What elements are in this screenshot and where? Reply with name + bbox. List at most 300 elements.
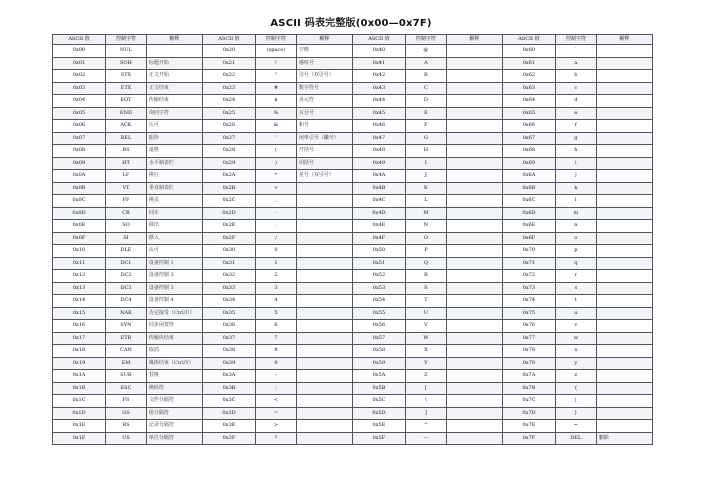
control-char-cell: x: [555, 345, 596, 358]
explanation-cell: [596, 345, 652, 358]
ascii-value-cell: 0x26: [202, 120, 255, 133]
explanation-cell: [596, 295, 652, 308]
explanation-cell: [446, 320, 502, 333]
table-row: [53, 432, 653, 445]
table-row: [53, 182, 653, 195]
control-char-cell: 9: [256, 357, 297, 370]
control-char-cell: FF: [106, 195, 147, 208]
explanation-cell: 传输结束: [146, 95, 202, 108]
explanation-cell: [596, 57, 652, 70]
explanation-cell: [296, 395, 352, 408]
ascii-value-cell: 0x6E: [502, 220, 555, 233]
table-body: [53, 45, 653, 445]
control-char-cell: %: [256, 107, 297, 120]
table-row: [53, 120, 653, 133]
explanation-cell: [446, 232, 502, 245]
ascii-value-cell: 0x45: [352, 107, 405, 120]
explanation-cell: 组分隔符: [146, 407, 202, 420]
ascii-value-cell: 0x51: [352, 257, 405, 270]
explanation-cell: [596, 370, 652, 383]
control-char-cell: W: [405, 332, 446, 345]
explanation-cell: 空格: [296, 45, 352, 58]
control-char-cell: SI: [106, 232, 147, 245]
explanation-cell: 设备控制 2: [146, 270, 202, 283]
ascii-value-cell: 0x62: [502, 70, 555, 83]
ascii-value-cell: 0x37: [202, 332, 255, 345]
explanation-cell: 感叹号: [296, 57, 352, 70]
control-char-cell: B: [405, 70, 446, 83]
control-char-cell: !: [256, 57, 297, 70]
ascii-value-cell: 0x74: [502, 295, 555, 308]
explanation-cell: [446, 257, 502, 270]
control-char-cell: DC1: [106, 257, 147, 270]
ascii-value-cell: 0x07: [53, 132, 106, 145]
explanation-cell: [446, 170, 502, 183]
explanation-cell: [446, 95, 502, 108]
table-row: [53, 270, 653, 283]
ascii-value-cell: 0x12: [53, 270, 106, 283]
explanation-cell: [446, 245, 502, 258]
ascii-value-cell: 0x3D: [202, 407, 255, 420]
explanation-cell: [596, 257, 652, 270]
explanation-cell: 单位分隔符: [146, 432, 202, 445]
explanation-cell: [446, 432, 502, 445]
explanation-cell: 闭括号: [296, 157, 352, 170]
control-char-cell: U: [405, 307, 446, 320]
explanation-cell: 设备控制 4: [146, 295, 202, 308]
control-char-cell: Q: [405, 257, 446, 270]
ascii-value-cell: 0x63: [502, 82, 555, 95]
table-row: [53, 132, 653, 145]
explanation-cell: 替换: [146, 370, 202, 383]
explanation-cell: [146, 45, 202, 58]
control-char-cell: +: [256, 182, 297, 195]
ascii-value-cell: 0x43: [352, 82, 405, 95]
explanation-cell: [596, 207, 652, 220]
explanation-cell: [446, 195, 502, 208]
explanation-cell: 美元符: [296, 95, 352, 108]
table-row: [53, 370, 653, 383]
ascii-value-cell: 0x4F: [352, 232, 405, 245]
ascii-value-cell: 0x67: [502, 132, 555, 145]
ascii-value-cell: 0x78: [502, 345, 555, 358]
explanation-cell: [596, 157, 652, 170]
column-header-explanation: 解释: [296, 35, 352, 45]
explanation-cell: 正文结束: [146, 82, 202, 95]
control-char-cell: }: [555, 407, 596, 420]
table-row: [53, 170, 653, 183]
explanation-cell: 振铃: [146, 132, 202, 145]
ascii-value-cell: 0x7B: [502, 382, 555, 395]
control-char-cell: 3: [256, 282, 297, 295]
control-char-cell: :: [256, 370, 297, 383]
table-row: [53, 320, 653, 333]
control-char-cell: V: [405, 320, 446, 333]
ascii-value-cell: 0x7F: [502, 432, 555, 445]
control-char-cell: u: [555, 307, 596, 320]
control-char-cell: ): [256, 157, 297, 170]
explanation-cell: [296, 345, 352, 358]
explanation-cell: [296, 370, 352, 383]
control-char-cell: $: [256, 95, 297, 108]
control-char-cell: BEL: [106, 132, 147, 145]
explanation-cell: 删除: [596, 432, 652, 445]
ascii-value-cell: 0x5C: [352, 395, 405, 408]
control-char-cell: y: [555, 357, 596, 370]
control-char-cell: DC3: [106, 282, 147, 295]
ascii-value-cell: 0x1D: [53, 407, 106, 420]
explanation-cell: [596, 120, 652, 133]
control-char-cell: DC4: [106, 295, 147, 308]
ascii-value-cell: 0x48: [352, 145, 405, 158]
explanation-cell: [296, 382, 352, 395]
control-char-cell: (space): [256, 45, 297, 58]
ascii-value-cell: 0x4C: [352, 195, 405, 208]
ascii-value-cell: 0x2B: [202, 182, 255, 195]
column-header-control-char: 控制字符: [555, 35, 596, 45]
explanation-cell: [596, 95, 652, 108]
control-char-cell: a: [555, 57, 596, 70]
explanation-cell: [596, 320, 652, 333]
explanation-cell: [296, 357, 352, 370]
control-char-cell: X: [405, 345, 446, 358]
control-char-cell: D: [405, 95, 446, 108]
control-char-cell: >: [256, 420, 297, 433]
control-char-cell: f: [555, 120, 596, 133]
ascii-value-cell: 0x53: [352, 282, 405, 295]
ascii-value-cell: 0x59: [352, 357, 405, 370]
explanation-cell: [296, 232, 352, 245]
control-char-cell: &: [256, 120, 297, 133]
explanation-cell: [596, 132, 652, 145]
ascii-value-cell: 0x33: [202, 282, 255, 295]
control-char-cell: ACK: [106, 120, 147, 133]
explanation-cell: [446, 382, 502, 395]
ascii-value-cell: 0x14: [53, 295, 106, 308]
control-char-cell: US: [106, 432, 147, 445]
ascii-value-cell: 0x79: [502, 357, 555, 370]
ascii-value-cell: 0x73: [502, 282, 555, 295]
explanation-cell: [446, 132, 502, 145]
ascii-value-cell: 0x58: [352, 345, 405, 358]
control-char-cell: /: [256, 232, 297, 245]
table-row: [53, 220, 653, 233]
explanation-cell: 认可: [146, 120, 202, 133]
explanation-cell: [296, 407, 352, 420]
ascii-value-cell: 0x18: [53, 345, 106, 358]
explanation-cell: 闭单引号（撇号）: [296, 132, 352, 145]
ascii-value-cell: 0x39: [202, 357, 255, 370]
control-char-cell: @: [405, 45, 446, 58]
table-row: [53, 195, 653, 208]
control-char-cell: ^: [405, 420, 446, 433]
control-char-cell: G: [405, 132, 446, 145]
explanation-cell: [446, 145, 502, 158]
ascii-value-cell: 0x54: [352, 295, 405, 308]
ascii-value-cell: 0x0D: [53, 207, 106, 220]
control-char-cell: C: [405, 82, 446, 95]
table-row: [53, 232, 653, 245]
ascii-value-cell: 0x01: [53, 57, 106, 70]
table-row: [53, 395, 653, 408]
control-char-cell: ]: [405, 407, 446, 420]
explanation-cell: [596, 182, 652, 195]
ascii-value-cell: 0x21: [202, 57, 255, 70]
table-header-row: [53, 35, 653, 45]
explanation-cell: [596, 307, 652, 320]
table-row: [53, 245, 653, 258]
explanation-cell: 标题开始: [146, 57, 202, 70]
table-row: [53, 357, 653, 370]
control-char-cell: LF: [106, 170, 147, 183]
control-char-cell: SO: [106, 220, 147, 233]
control-char-cell: 7: [256, 332, 297, 345]
ascii-value-cell: 0x46: [352, 120, 405, 133]
ascii-value-cell: 0x13: [53, 282, 106, 295]
ascii-table: [52, 34, 653, 445]
control-char-cell: END: [106, 107, 147, 120]
ascii-value-cell: 0x32: [202, 270, 255, 283]
control-char-cell: |: [555, 395, 596, 408]
control-char-cell: z: [555, 370, 596, 383]
ascii-value-cell: 0x41: [352, 57, 405, 70]
control-char-cell: S: [405, 282, 446, 295]
control-char-cell: R: [405, 270, 446, 283]
control-char-cell: p: [555, 245, 596, 258]
explanation-cell: 百分号: [296, 107, 352, 120]
control-char-cell: n: [555, 220, 596, 233]
explanation-cell: 文件分隔符: [146, 395, 202, 408]
column-header-ascii-value: ASCII 值: [53, 35, 106, 45]
explanation-cell: [446, 157, 502, 170]
ascii-value-cell: 0x0F: [53, 232, 106, 245]
explanation-cell: 开括号: [296, 145, 352, 158]
control-char-cell: e: [555, 107, 596, 120]
explanation-cell: [596, 332, 652, 345]
ascii-value-cell: 0x7A: [502, 370, 555, 383]
explanation-cell: 星号（双引号）: [296, 170, 352, 183]
control-char-cell: K: [405, 182, 446, 195]
control-char-cell: N: [405, 220, 446, 233]
control-char-cell: A: [405, 57, 446, 70]
control-char-cell: ETB: [106, 332, 147, 345]
ascii-value-cell: 0x03: [53, 82, 106, 95]
explanation-cell: [296, 220, 352, 233]
control-char-cell: `: [555, 45, 596, 58]
control-char-cell: l: [555, 195, 596, 208]
explanation-cell: 水平制表栏: [146, 157, 202, 170]
explanation-cell: [446, 345, 502, 358]
explanation-cell: [596, 420, 652, 433]
ascii-value-cell: 0x4E: [352, 220, 405, 233]
ascii-value-cell: 0x6F: [502, 232, 555, 245]
column-header-control-char: 控制字符: [405, 35, 446, 45]
table-row: [53, 95, 653, 108]
explanation-cell: 设备控制 1: [146, 257, 202, 270]
table-row: [53, 382, 653, 395]
ascii-value-cell: 0x02: [53, 70, 106, 83]
explanation-cell: [446, 107, 502, 120]
explanation-cell: [446, 307, 502, 320]
explanation-cell: 换行: [146, 170, 202, 183]
ascii-value-cell: 0x42: [352, 70, 405, 83]
explanation-cell: [296, 207, 352, 220]
control-char-cell: O: [405, 232, 446, 245]
control-char-cell: CR: [106, 207, 147, 220]
control-char-cell: FS: [106, 395, 147, 408]
ascii-value-cell: 0x64: [502, 95, 555, 108]
control-char-cell: 2: [256, 270, 297, 283]
ascii-value-cell: 0x76: [502, 320, 555, 333]
explanation-cell: 询问字符: [146, 107, 202, 120]
explanation-cell: 媒体结束（Ctrl/Y）: [146, 357, 202, 370]
control-char-cell: RS: [106, 420, 147, 433]
ascii-value-cell: 0x6C: [502, 195, 555, 208]
column-header-explanation: 解释: [446, 35, 502, 45]
ascii-value-cell: 0x65: [502, 107, 555, 120]
control-char-cell: g: [555, 132, 596, 145]
explanation-cell: [596, 107, 652, 120]
ascii-value-cell: 0x3E: [202, 420, 255, 433]
control-char-cell: #: [256, 82, 297, 95]
control-char-cell: T: [405, 295, 446, 308]
control-char-cell: 8: [256, 345, 297, 358]
explanation-cell: 退格: [146, 145, 202, 158]
ascii-value-cell: 0x66: [502, 120, 555, 133]
explanation-cell: [596, 232, 652, 245]
explanation-cell: 移入: [146, 232, 202, 245]
ascii-value-cell: 0x71: [502, 257, 555, 270]
explanation-cell: [596, 395, 652, 408]
ascii-value-cell: 0x7C: [502, 395, 555, 408]
ascii-value-cell: 0x4D: [352, 207, 405, 220]
explanation-cell: 记录分隔符: [146, 420, 202, 433]
ascii-value-cell: 0x0B: [53, 182, 106, 195]
ascii-value-cell: 0x1F: [53, 432, 106, 445]
explanation-cell: [446, 82, 502, 95]
explanation-cell: [446, 357, 502, 370]
ascii-value-cell: 0x55: [352, 307, 405, 320]
control-char-cell: BS: [106, 145, 147, 158]
control-char-cell: 5: [256, 307, 297, 320]
control-char-cell: I: [405, 157, 446, 170]
ascii-value-cell: 0x20: [202, 45, 255, 58]
ascii-value-cell: 0x1B: [53, 382, 106, 395]
explanation-cell: 传输块结束: [146, 332, 202, 345]
control-char-cell: ESC: [106, 382, 147, 395]
ascii-value-cell: 0x06: [53, 120, 106, 133]
control-char-cell: GS: [106, 407, 147, 420]
control-char-cell: ETX: [106, 82, 147, 95]
explanation-cell: 垂直制表栏: [146, 182, 202, 195]
control-char-cell: DC2: [106, 270, 147, 283]
ascii-value-cell: 0x2A: [202, 170, 255, 183]
control-char-cell: ": [256, 70, 297, 83]
table-row: [53, 420, 653, 433]
control-char-cell: 6: [256, 320, 297, 333]
explanation-cell: [596, 170, 652, 183]
ascii-value-cell: 0x4B: [352, 182, 405, 195]
explanation-cell: 同步闲置符: [146, 320, 202, 333]
ascii-value-cell: 0x35: [202, 307, 255, 320]
explanation-cell: [446, 57, 502, 70]
explanation-cell: [596, 220, 652, 233]
control-char-cell: [: [405, 382, 446, 395]
control-char-cell: Z: [405, 370, 446, 383]
explanation-cell: [296, 320, 352, 333]
control-char-cell: i: [555, 157, 596, 170]
control-char-cell: k: [555, 182, 596, 195]
ascii-value-cell: 0x50: [352, 245, 405, 258]
ascii-value-cell: 0x28: [202, 145, 255, 158]
control-char-cell: d: [555, 95, 596, 108]
control-char-cell: o: [555, 232, 596, 245]
explanation-cell: [446, 70, 502, 83]
explanation-cell: [596, 145, 652, 158]
explanation-cell: [596, 245, 652, 258]
explanation-cell: [596, 70, 652, 83]
explanation-cell: 认可: [146, 245, 202, 258]
control-char-cell: J: [405, 170, 446, 183]
ascii-value-cell: 0x05: [53, 107, 106, 120]
explanation-cell: [296, 307, 352, 320]
ascii-value-cell: 0x27: [202, 132, 255, 145]
explanation-cell: [296, 432, 352, 445]
ascii-value-cell: 0x3A: [202, 370, 255, 383]
explanation-cell: [446, 370, 502, 383]
explanation-cell: 正文开始: [146, 70, 202, 83]
control-char-cell: EM: [106, 357, 147, 370]
ascii-value-cell: 0x2C: [202, 195, 255, 208]
explanation-cell: [596, 382, 652, 395]
explanation-cell: [446, 282, 502, 295]
column-header-ascii-value: ASCII 值: [502, 35, 555, 45]
ascii-value-cell: 0x3B: [202, 382, 255, 395]
table-row: [53, 45, 653, 58]
table-row: [53, 207, 653, 220]
ascii-value-cell: 0x29: [202, 157, 255, 170]
table-row: [53, 107, 653, 120]
control-char-cell: s: [555, 282, 596, 295]
explanation-cell: 设备控制 3: [146, 282, 202, 295]
explanation-cell: [296, 195, 352, 208]
control-char-cell: -: [256, 207, 297, 220]
column-header-control-char: 控制字符: [256, 35, 297, 45]
control-char-cell: <: [256, 395, 297, 408]
ascii-value-cell: 0x30: [202, 245, 255, 258]
explanation-cell: [296, 332, 352, 345]
ascii-value-cell: 0x08: [53, 145, 106, 158]
control-char-cell: CAN: [106, 345, 147, 358]
ascii-value-cell: 0x5D: [352, 407, 405, 420]
control-char-cell: c: [555, 82, 596, 95]
control-char-cell: E: [405, 107, 446, 120]
table-row: [53, 157, 653, 170]
ascii-value-cell: 0x5A: [352, 370, 405, 383]
ascii-value-cell: 0x52: [352, 270, 405, 283]
ascii-value-cell: 0x49: [352, 157, 405, 170]
ascii-value-cell: 0x5F: [352, 432, 405, 445]
ascii-value-cell: 0x25: [202, 107, 255, 120]
control-char-cell: L: [405, 195, 446, 208]
explanation-cell: 引号（双引号）: [296, 70, 352, 83]
ascii-value-cell: 0x19: [53, 357, 106, 370]
table-row: [53, 407, 653, 420]
control-char-cell: *: [256, 170, 297, 183]
ascii-value-cell: 0x24: [202, 95, 255, 108]
ascii-value-cell: 0x57: [352, 332, 405, 345]
column-header-explanation: 解释: [596, 35, 652, 45]
